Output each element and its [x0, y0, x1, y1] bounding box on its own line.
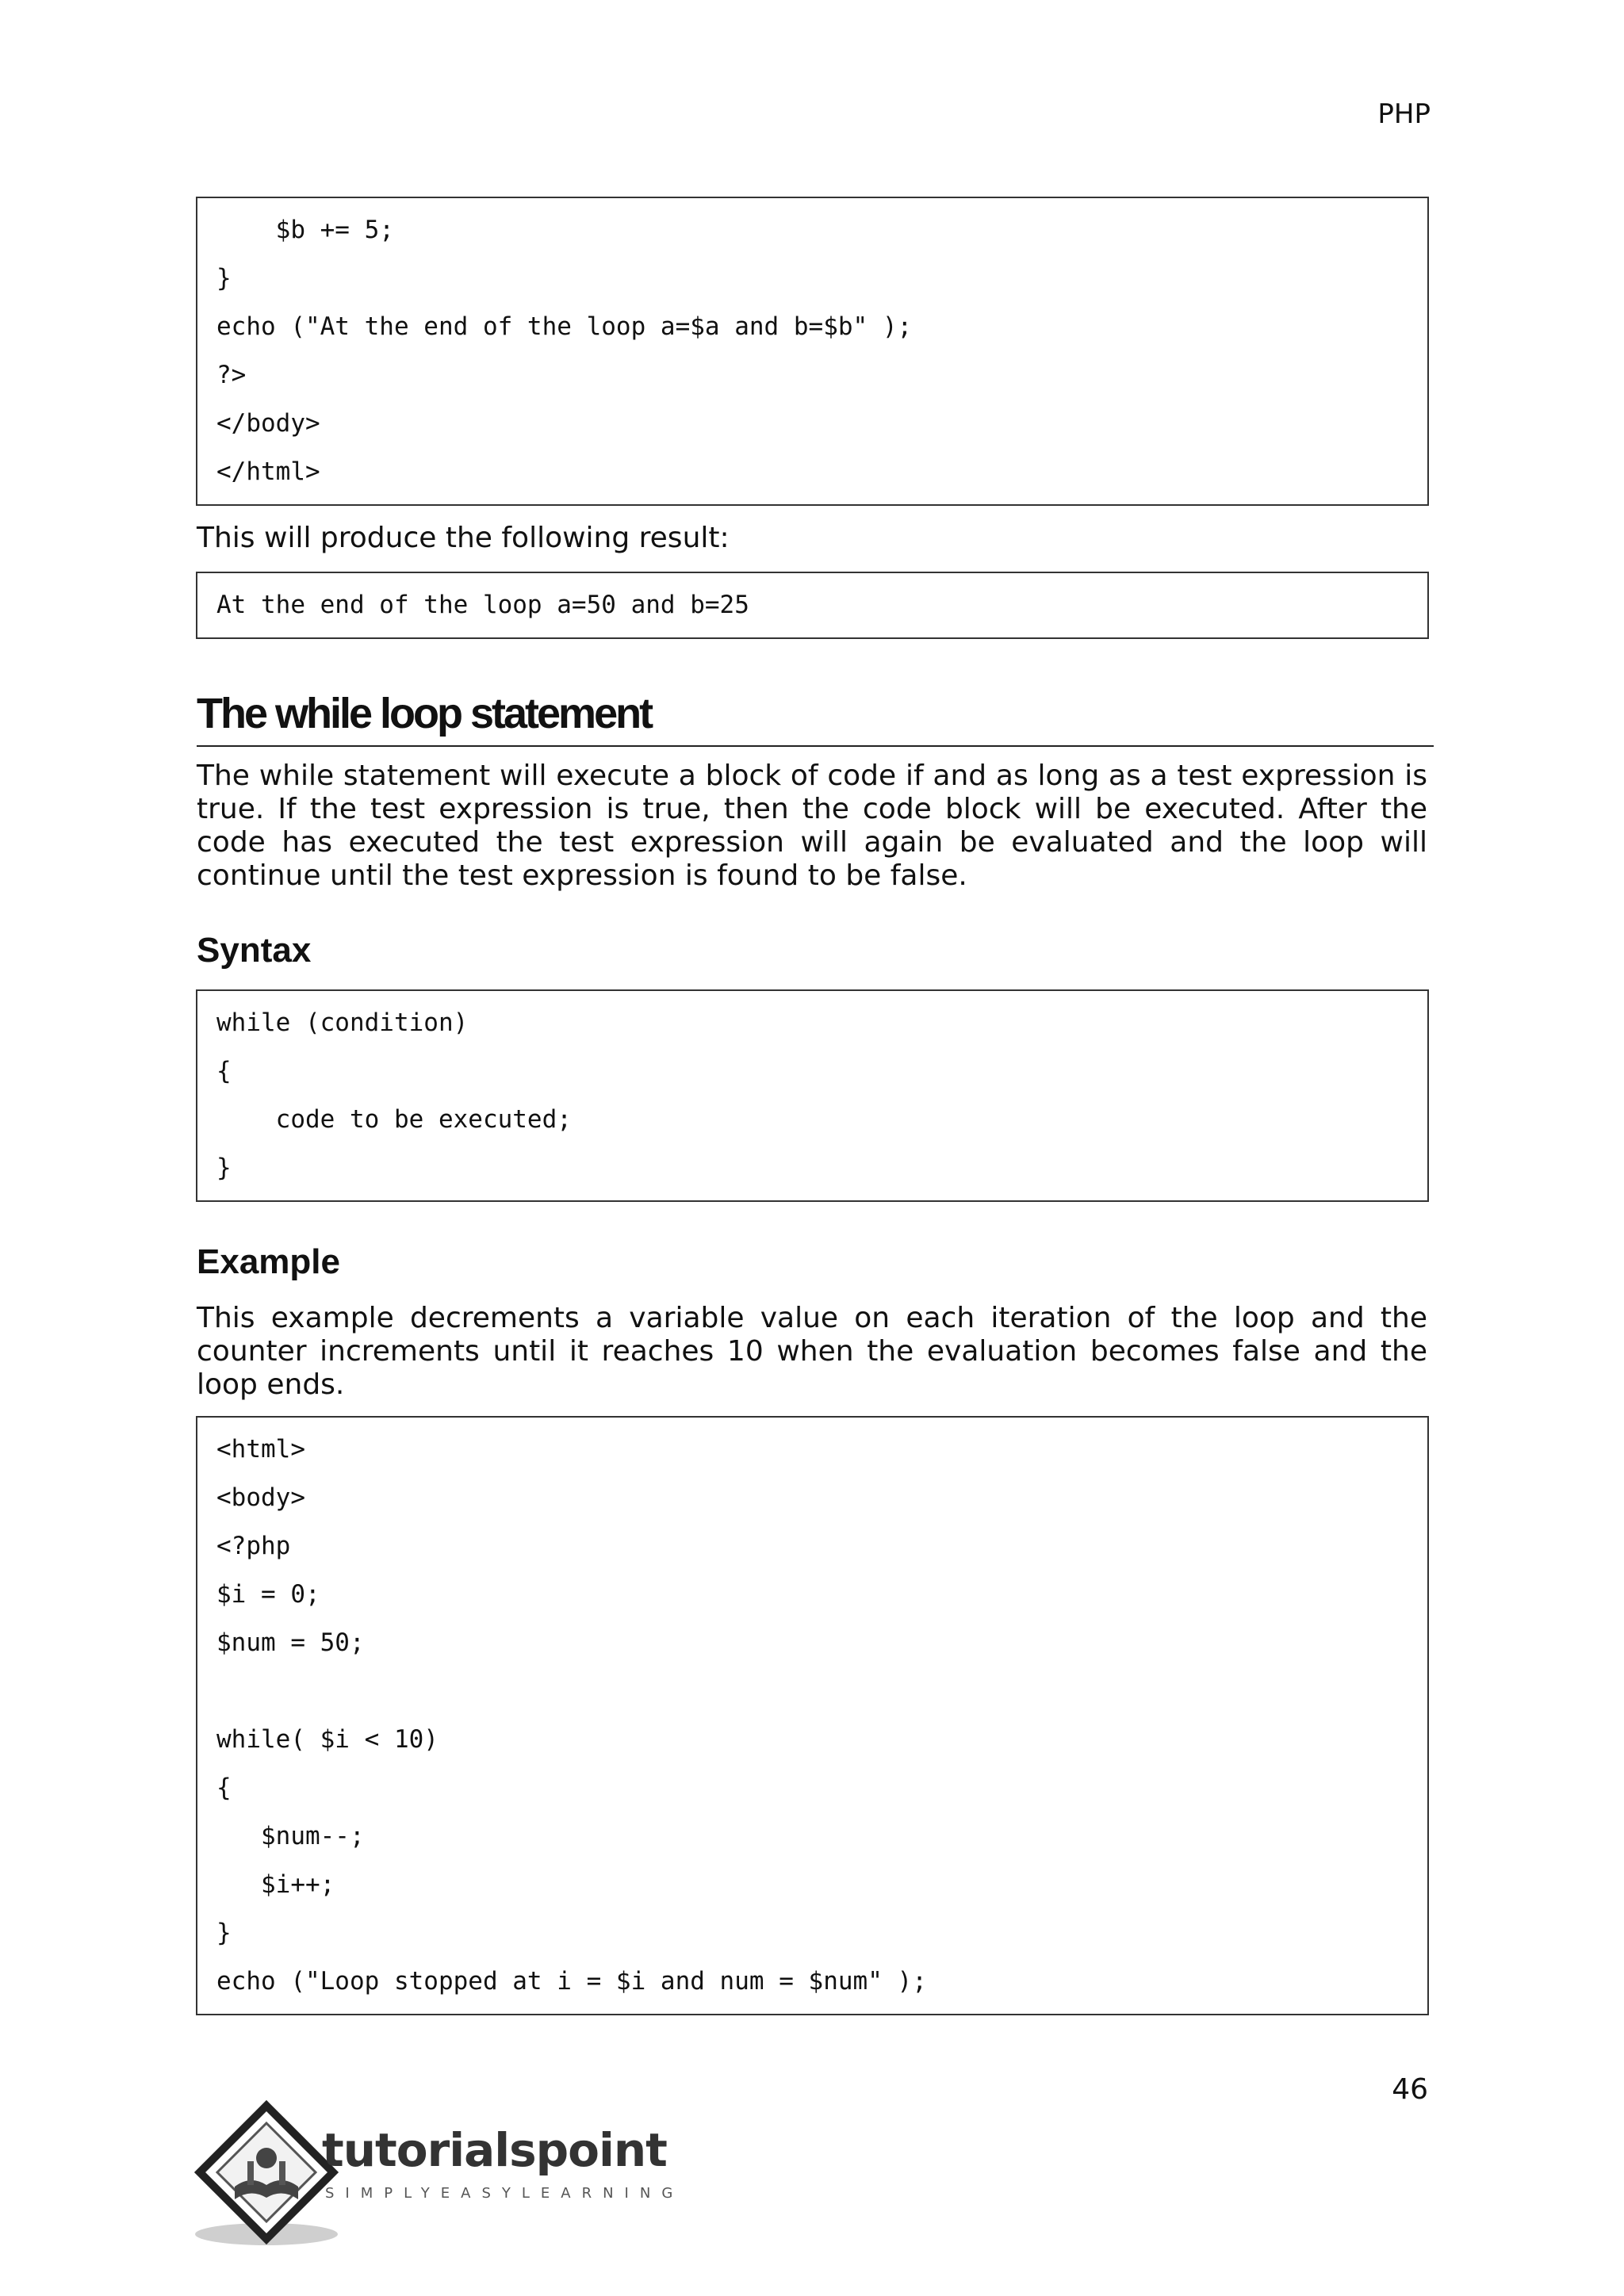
code-line: }	[216, 264, 232, 293]
code-line: $i++;	[216, 1870, 335, 1899]
result-intro: This will produce the following result:	[197, 522, 730, 554]
logo-text: tutorialspoint	[322, 2123, 667, 2177]
tutorialspoint-logo	[193, 2099, 685, 2250]
page-header-title: PHP	[1377, 98, 1431, 130]
example-code-block	[196, 1416, 1429, 2015]
logo-tagline: SIMPLYEASYLEARNING	[325, 2185, 684, 2202]
code-line: }	[216, 1154, 232, 1182]
code-line: <html>	[216, 1435, 305, 1464]
code-line: </body>	[216, 409, 320, 438]
code-line: $i = 0;	[216, 1580, 320, 1609]
example-paragraph: This example decrements a variable value on each iteration of the loop and the counter increments until it reaches 10 when the evaluation becomes false and the loop ends.	[197, 1302, 1427, 1401]
code-block-loop-end	[196, 197, 1429, 506]
example-heading: Example	[197, 1242, 340, 1281]
section-title: The while loop statement	[197, 682, 1434, 747]
code-line: echo ("Loop stopped at i = $i and num = $num" );	[216, 1967, 927, 1996]
code-line: $num = 50;	[216, 1628, 365, 1657]
code-line: ?>	[216, 361, 247, 389]
code-line: $b += 5;	[216, 216, 394, 244]
section-paragraph: The while statement will execute a block of code if and as long as a test expression is true. If the test expression is true, then the code block will be executed. After the code has executed the test expression will again be evaluated and the loop will continue until the test expression is found to be false.	[197, 760, 1427, 892]
syntax-heading: Syntax	[197, 931, 312, 970]
result-block	[196, 572, 1429, 639]
code-line: <body>	[216, 1483, 305, 1512]
code-line: <?php	[216, 1532, 291, 1560]
code-line: while (condition)	[216, 1008, 469, 1037]
code-line: code to be executed;	[216, 1105, 572, 1134]
page-number: 46	[1392, 2073, 1428, 2106]
syntax-code-block	[196, 989, 1429, 1202]
code-line: {	[216, 1774, 232, 1802]
code-line: </html>	[216, 457, 320, 486]
code-line: At the end of the loop a=50 and b=25	[216, 591, 749, 619]
code-line: while( $i < 10)	[216, 1725, 439, 1754]
code-line: echo ("At the end of the loop a=$a and b=$b" );	[216, 312, 913, 341]
code-line: $num--;	[216, 1822, 365, 1850]
code-line: {	[216, 1057, 232, 1085]
code-line	[216, 1667, 1408, 1716]
code-line: }	[216, 1919, 232, 1947]
